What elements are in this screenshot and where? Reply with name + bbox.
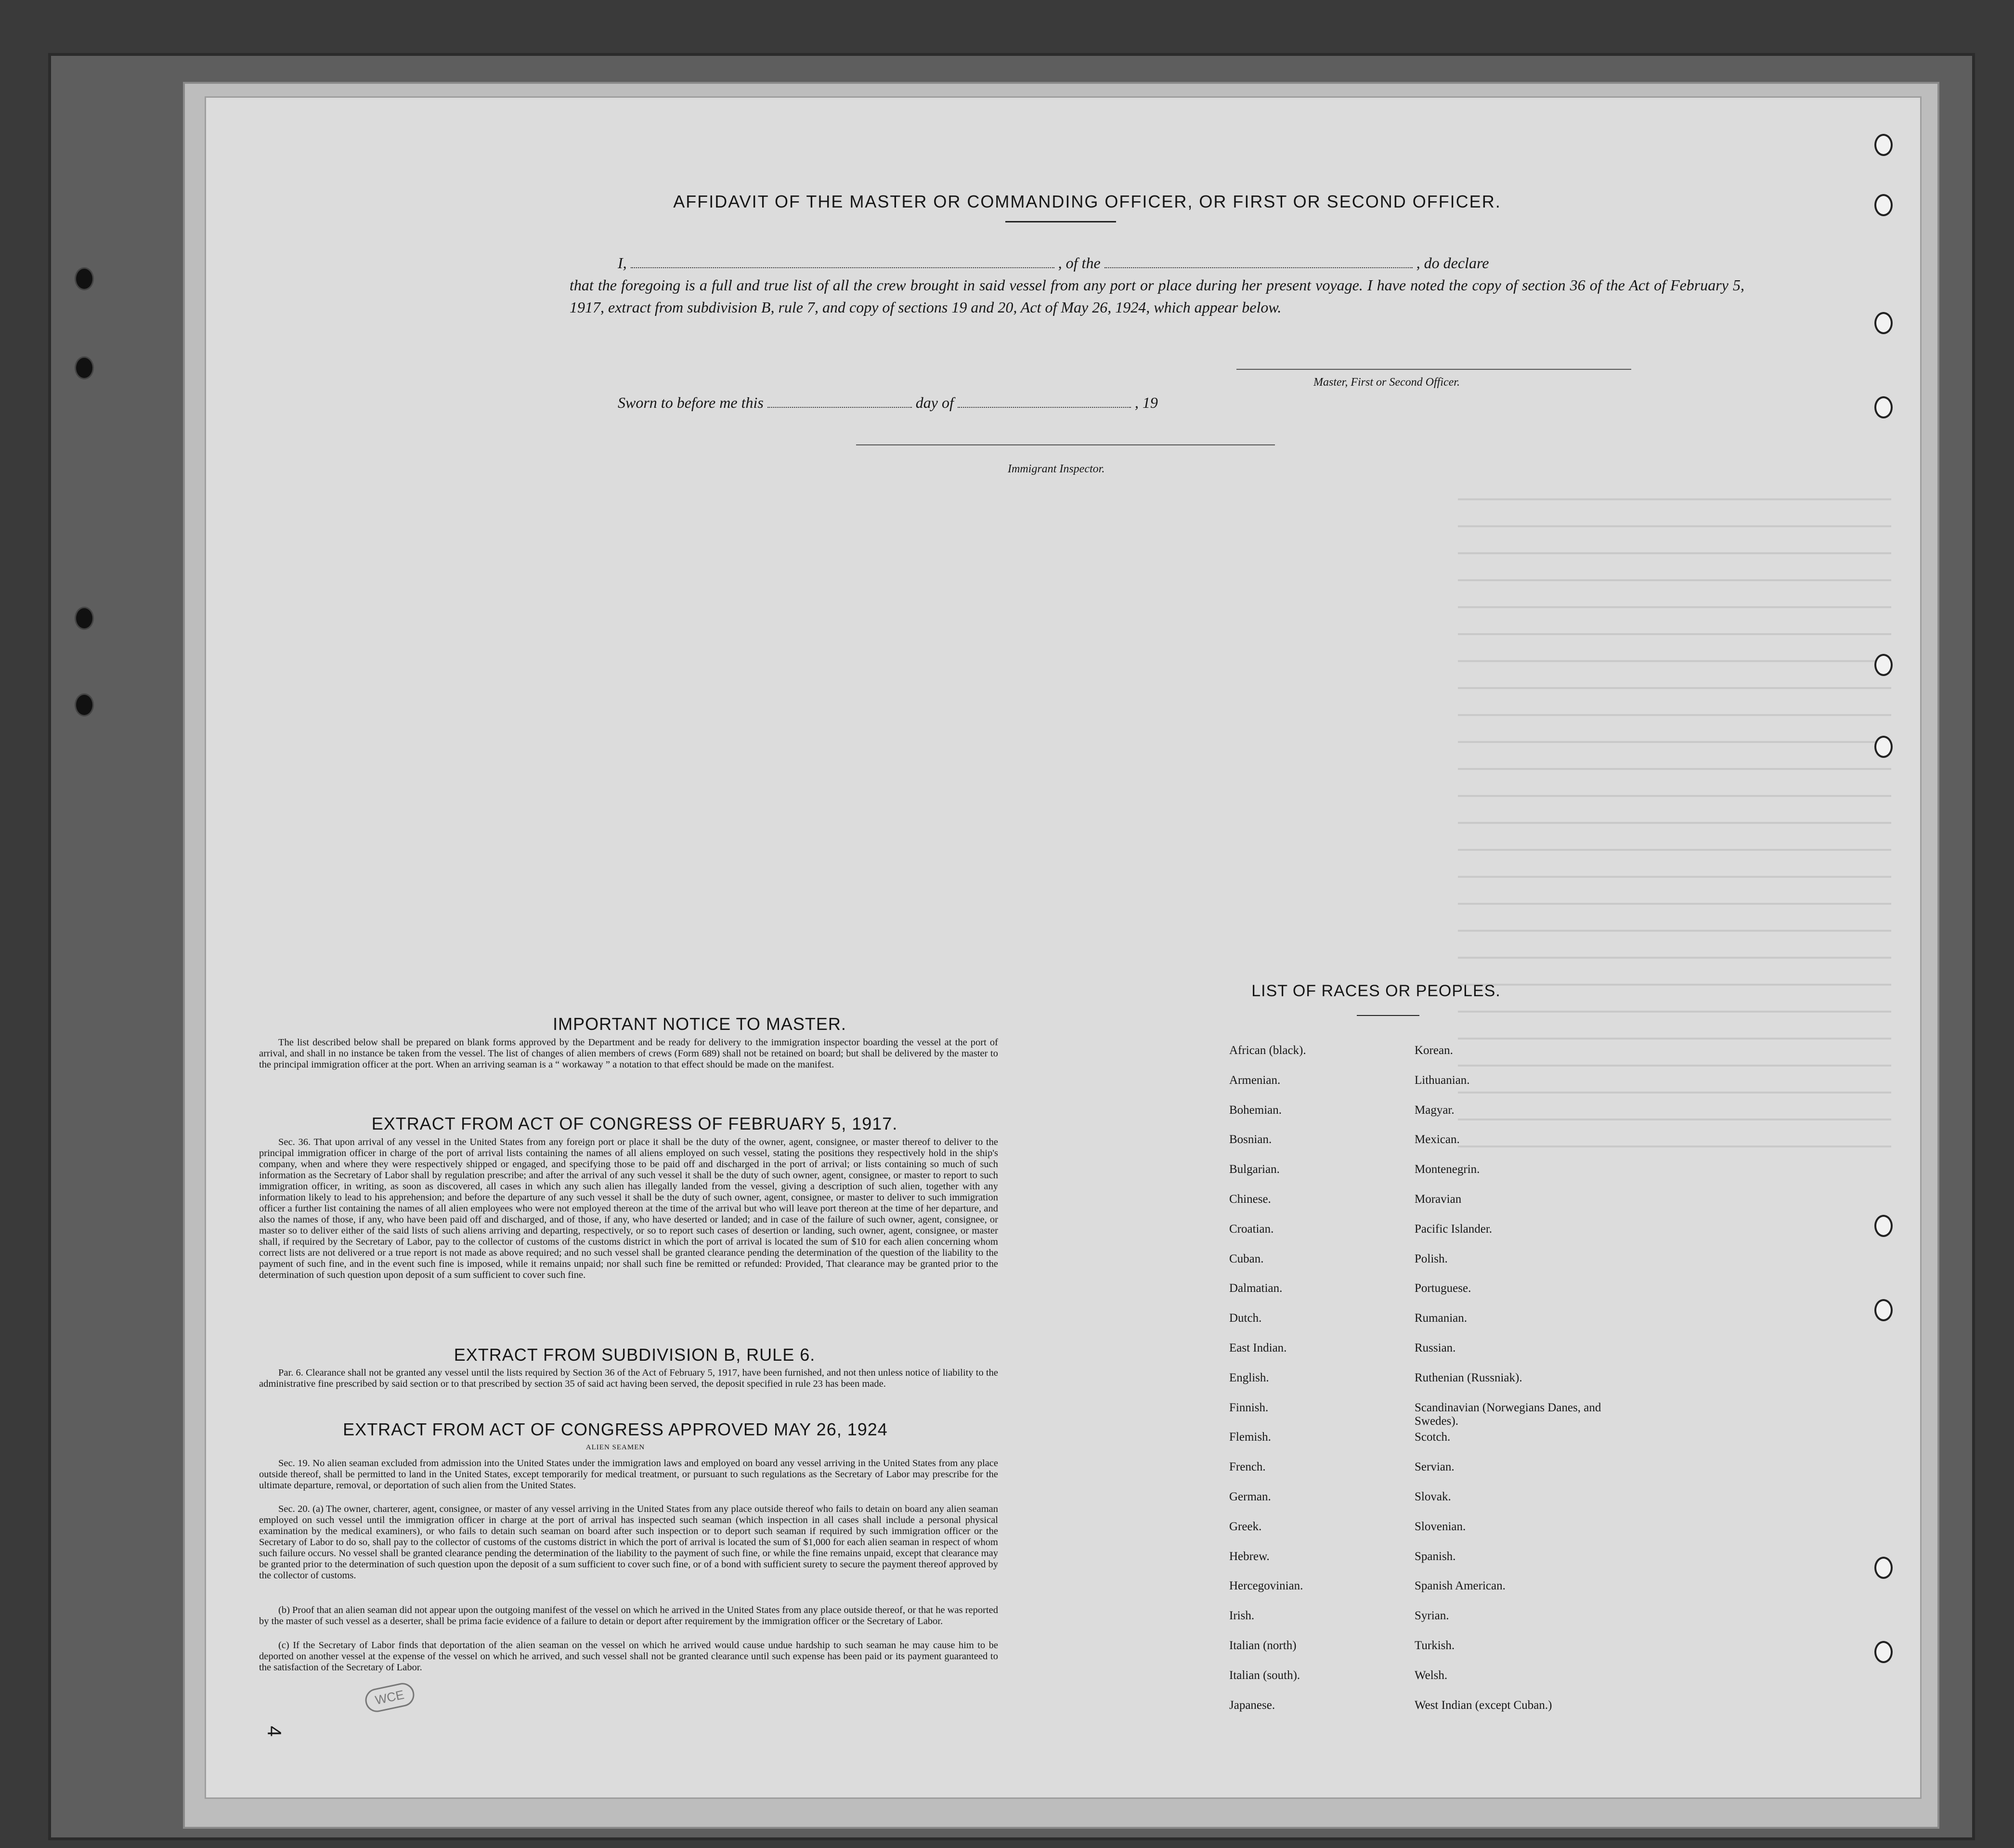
race-item: Mexican. <box>1415 1133 1460 1146</box>
sworn-day-of: day of <box>915 394 954 411</box>
race-item: Dutch. <box>1229 1312 1262 1325</box>
affidavit-title: AFFIDAVIT OF THE MASTER OR COMMANDING OFFICER, OR FIRST OR SECOND OFFICER. <box>673 192 1501 211</box>
races-left-column <box>1229 1044 1412 1728</box>
corner-mark: 4 <box>263 1726 285 1737</box>
signature-label: Master, First or Second Officer. <box>1313 376 1460 389</box>
race-item: Greek. <box>1229 1520 1262 1533</box>
race-item: English. <box>1229 1371 1269 1384</box>
races-right-column <box>1415 1044 1641 1728</box>
race-item: Korean. <box>1415 1044 1453 1057</box>
crew-list-reverse-page <box>205 96 1922 1799</box>
race-item: Flemish. <box>1229 1431 1271 1444</box>
sworn-month-field[interactable] <box>958 392 1131 408</box>
notice-title: IMPORTANT NOTICE TO MASTER. <box>553 1014 846 1034</box>
sec19-text: Sec. 19. No alien seaman excluded from admission into the United States under the immigration laws and employed on board any vessel arriving in the United States from any place outside thereof, shall be permitted to land in the United States, except temporarily for medical treatment, or pursuant to such regulations as the Secretary of Labor may prescribe for the ultimate departure, removal, or deportation of such alien from the United States. <box>259 1458 998 1491</box>
race-item: Polish. <box>1415 1252 1448 1265</box>
declaration-of-the: , of the <box>1058 254 1101 272</box>
punch-hole <box>1874 1299 1893 1321</box>
race-item: Hercegovinian. <box>1229 1579 1303 1593</box>
punch-hole <box>1874 396 1893 418</box>
inspector-signature-line <box>856 444 1275 445</box>
race-item: Rumanian. <box>1415 1312 1468 1325</box>
race-item: Croatian. <box>1229 1222 1274 1236</box>
title-rule <box>1005 221 1116 222</box>
sworn-day-field[interactable] <box>767 392 912 408</box>
extract-1917-text: Sec. 36. That upon arrival of any vessel in the United States from any foreign port or place it shall be the duty of the owner, agent, consignee, or master thereof to deliver to the principal immigration officer in charge of the port of arrival lists containing the names of all aliens employed on such vessel, stating the positions they respectively hold in the ship's company, when and where they were respectively shipped or engaged, and specifying those to be paid off and discharged in the port of arrival; or lists containing so much of such information as the Secretary of Labor shall by regulation prescribe; and after the arrival of any such vessel it shall be the duty of such owner, agent, consignee, or master to report to such immigration officer, in writing, as soon as discovered, all cases in which any such alien has illegally landed from the vessel, giving a description of such alien, together with any information likely to lead to his apprehension; and before the departure of any such vessel it shall be the duty of such owner, agent, consignee, or master to deliver to such immigration officer a further list containing the names of all alien employees who were not employed thereon at the time of the arrival but who will leave port thereon at the time of her departure, and also the names of those, if any, who have been paid off and discharged, and of those, if any, who have deserted or landed; and in case of the failure of such owner, agent, consignee, or master so to deliver either of the said lists of such aliens arriving and departing, respectively, or so to report such cases of desertion or landing, such owner, agent, consignee, or master shall, if required by the Secretary of Labor, pay to the collector of customs of the customs district in which the port of arrival is located the sum of $10 for each alien concerning whom correct lists are not delivered or a true report is not made as above required; and no such vessel shall be granted clearance pending the determination of the question of the liability to the payment of such fine, and in the event such fine is imposed, while it remains unpaid; nor shall such fine be remitted or refunded: Provided, That clearance may be granted prior to the determination of such question upon deposit of a sum sufficient to cover such fine. <box>259 1137 998 1280</box>
race-item: Portuguese. <box>1415 1282 1471 1295</box>
punch-hole <box>1874 194 1893 216</box>
binder-hole <box>75 693 94 716</box>
race-item: West Indian (except Cuban.) <box>1415 1698 1552 1712</box>
inspector-label: Immigrant Inspector. <box>1008 463 1105 475</box>
punch-hole <box>1874 1641 1893 1663</box>
race-item: Bosnian. <box>1229 1133 1272 1146</box>
extract-1924-title: EXTRACT FROM ACT OF CONGRESS APPROVED MAY 26, 1924 <box>343 1419 888 1439</box>
race-item: African (black). <box>1229 1044 1306 1057</box>
punch-hole <box>1874 1557 1893 1579</box>
declaration-line <box>618 252 1754 274</box>
declarant-name-field[interactable] <box>631 253 1054 268</box>
race-item: Lithuanian. <box>1415 1073 1470 1087</box>
race-item: Slovenian. <box>1415 1520 1466 1533</box>
races-title-rule <box>1357 1015 1419 1016</box>
sec20c-text: (c) If the Secretary of Labor finds that deportation of the alien seaman on the vessel on which he arrived would cause undue hardship to such seaman he may cause him to be deported on another vessel at the expense of the vessel on which he arrived, and such vessel shall not be granted clearance until such expense has been paid or its payment guaranteed to the satisfaction of the Secretary of Labor. <box>259 1640 998 1673</box>
race-item: Spanish. <box>1415 1549 1456 1563</box>
sec20b-text: (b) Proof that an alien seaman did not appear upon the outgoing manifest of the vessel on which he arrived in the United States from any place outside thereof, or that he was reported by the master of such vessel as a deserter, shall be prima facie evidence of a failure to detain or deport after requirement by the immigration officer or the Secretary of Labor. <box>259 1605 998 1627</box>
race-item: Magyar. <box>1415 1103 1455 1117</box>
notice-text: The list described below shall be prepared on blank forms approved by the Department and be ready for delivery to the immigration inspector boarding the vessel at the port of arrival, and shall in no instance be taken from the vessel. The list of changes of alien members of crews (Form 689) shall not be retained on board; but shall be delivered by the master to the principal immigration officer at the port. When an arriving seaman is a “ workaway ” a notation to that effect should be made on the manifest. <box>259 1037 998 1070</box>
rule6-text: Par. 6. Clearance shall not be granted any vessel until the lists required by Section 36 of the Act of February 5, 1917, have been furnished, and not then unless notice of liability to the administrative fine prescribed by said section or to that prescribed by section 35 of said act having been served, the deposit specified in rule 23 has been made. <box>259 1367 998 1389</box>
race-item: Turkish. <box>1415 1639 1455 1652</box>
binder-hole <box>75 356 94 379</box>
race-item: Irish. <box>1229 1609 1255 1623</box>
race-item: Pacific Islander. <box>1415 1222 1493 1236</box>
binder-hole <box>75 267 94 290</box>
race-item: Scotch. <box>1415 1431 1451 1444</box>
sworn-year: , 19 <box>1134 394 1158 411</box>
sworn-line <box>618 391 1436 414</box>
punch-hole <box>1874 654 1893 676</box>
race-item: French. <box>1229 1460 1266 1474</box>
extract-1917-title: EXTRACT FROM ACT OF CONGRESS OF FEBRUARY 5, 1917. <box>371 1114 898 1133</box>
race-item: Dalmatian. <box>1229 1282 1283 1295</box>
race-item: Servian. <box>1415 1460 1455 1474</box>
race-item: Russian. <box>1415 1341 1456 1354</box>
race-item: Slovak. <box>1415 1490 1451 1503</box>
race-item: Scandinavian (Norwegians Danes, and Swedes). <box>1415 1401 1601 1428</box>
race-item: Montenegrin. <box>1415 1163 1480 1176</box>
declaration-start: I, <box>618 254 627 272</box>
vessel-name-field[interactable] <box>1104 253 1413 268</box>
race-item: Armenian. <box>1229 1073 1281 1087</box>
declaration-body: that the foregoing is a full and true list of all the crew brought in said vessel from any port or place during her present voyage. I have noted the copy of section 36 of the Act of February 5, 1917, extract from subdivision B, rule 7, and copy of sections 19 and 20, Act of May 26, 1924, which appear below. <box>570 276 1744 316</box>
race-item: Bulgarian. <box>1229 1163 1280 1176</box>
sworn-start: Sworn to before me this <box>618 394 764 411</box>
race-item: Syrian. <box>1415 1609 1449 1623</box>
race-item: Bohemian. <box>1229 1103 1282 1117</box>
race-item: German. <box>1229 1490 1271 1503</box>
punch-hole <box>1874 134 1893 156</box>
race-item: East Indian. <box>1229 1341 1287 1354</box>
punch-hole <box>1874 312 1893 334</box>
race-item: Italian (north) <box>1229 1639 1297 1652</box>
binder-hole <box>75 607 94 630</box>
races-title: LIST OF RACES OR PEOPLES. <box>1251 982 1501 1000</box>
sec20a-text: Sec. 20. (a) The owner, charterer, agent, consignee, or master of any vessel arriving in the United States from any place outside thereof who fails to detain on board any alien seaman employed on such vessel until the immigration officer in charge at the port of arrival has inspected such seaman (which inspection in all cases shall include a personal physical examination by the medical examiners), or who fails to detain such seaman on board after such inspection or to deport such seaman if required by such immigration officer or the Secretary of Labor to do so, shall pay to the collector of customs of the customs district in which the port of arrival is located the sum of $1,000 for each alien seaman in respect of whom such failure occurs. No vessel shall be granted clearance pending the determination of the liability to the payment of such fine, or while the fine remains unpaid, except that clearance may be granted prior to the determination of such question upon the deposit of a sum sufficient to cover such fine, or of a bond with sufficient surety to secure the payment thereof approved by the collector of customs. <box>259 1504 998 1581</box>
declaration-end: , do declare <box>1416 254 1489 272</box>
race-item: Japanese. <box>1229 1698 1275 1712</box>
race-item: Welsh. <box>1415 1668 1448 1682</box>
signature-line <box>1236 369 1631 370</box>
race-item: Italian (south). <box>1229 1668 1300 1682</box>
race-item: Finnish. <box>1229 1401 1269 1414</box>
extract-1924-subtitle: ALIEN SEAMEN <box>585 1444 645 1451</box>
punch-hole <box>1874 1215 1893 1237</box>
race-item: Hebrew. <box>1229 1549 1270 1563</box>
race-item: Spanish American. <box>1415 1579 1506 1593</box>
race-item: Ruthenian (Russniak). <box>1415 1371 1522 1384</box>
port-stamp: WCE <box>363 1681 416 1714</box>
race-item: Chinese. <box>1229 1192 1271 1206</box>
rule6-title: EXTRACT FROM SUBDIVISION B, RULE 6. <box>454 1345 816 1365</box>
race-item: Moravian <box>1415 1192 1462 1206</box>
race-item: Cuban. <box>1229 1252 1264 1265</box>
punch-hole <box>1874 736 1893 758</box>
